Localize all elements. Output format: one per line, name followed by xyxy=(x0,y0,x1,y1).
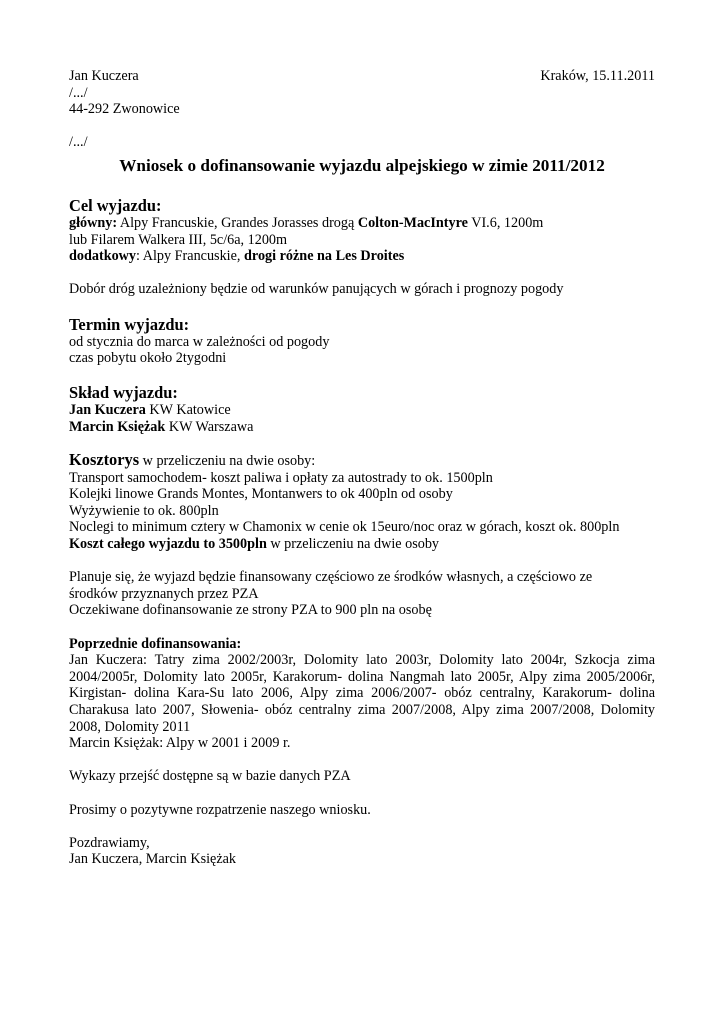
term-heading: Termin wyjazdu: xyxy=(69,314,190,334)
previous-jan: Jan Kuczera: Tatry zima 2002/2003r, Dolomity lato 2003r, Dolomity lato 2004r, Szkocja zima 2004/2005r, Dolomity lato 2005r, Karakorum- dolina Nangmah lato 2005r, Alpy zima 2005/2006r, Kirgistan- dolina Kara-Su lato 2006, Alpy zima 2006/2007- obóz centralny, Karakorum- dolina Charakusa lato 2007, Słowenia- obóz centralny zima 2007/2008, Alpy zima 2007/2008, Dolomity 2008, Dolomity 2011 xyxy=(69,652,655,735)
section-goal xyxy=(69,196,655,298)
sender-name: Jan Kuczera xyxy=(69,68,139,84)
greeting: Pozdrawiamy, xyxy=(69,834,150,851)
goal-extra: dodatkowy: Alpy Francuskie, drogi różne na Les Droites xyxy=(69,248,405,265)
section-financing xyxy=(69,569,655,619)
goal-extra-routes: drogi różne na Les Droites xyxy=(244,248,405,265)
records-note: Wykazy przejść dostępne są w bazie danych PZA xyxy=(69,768,351,785)
cost-total: Koszt całego wyjazdu to 3500pln w przeliczeniu na dwie osoby xyxy=(69,536,440,553)
team-heading: Skład wyjazdu: xyxy=(69,383,178,403)
section-previous-funding xyxy=(69,636,655,752)
signatures: Jan Kuczera, Marcin Księżak xyxy=(69,851,237,868)
sender-address-line1: /.../ xyxy=(69,84,88,101)
goal-heading: Cel wyjazdu: xyxy=(69,195,162,215)
goal-selection-note: Dobór dróg uzależniony będzie od warunków panujących w górach i prognozy pogody xyxy=(69,281,564,298)
cost-item: Kolejki linowe Grands Montes, Montanwers to ok 400pln od osoby xyxy=(69,486,453,503)
goal-main-label: główny: xyxy=(69,214,118,231)
team-member-1: Jan Kuczera KW Katowice xyxy=(69,402,231,419)
costs-heading-line: Kosztorys w przeliczeniu na dwie osoby: xyxy=(69,450,316,470)
goal-extra-label: dodatkowy xyxy=(69,248,137,265)
goal-alternative: lub Filarem Walkera III, 5c/6a, 1200m xyxy=(69,231,288,248)
costs-heading: Kosztorys xyxy=(69,450,140,470)
section-team xyxy=(69,383,655,435)
section-costs xyxy=(69,452,655,553)
letter-header xyxy=(69,68,655,85)
recipient: /.../ xyxy=(69,134,88,151)
place-date: Kraków, 15.11.2011 xyxy=(540,68,655,84)
team-member-2: Marcin Księżak KW Warszawa xyxy=(69,418,254,435)
cost-item: Transport samochodem- koszt paliwa i opłaty za autostrady to ok. 1500pln xyxy=(69,469,493,486)
goal-main: główny: Alpy Francuskie, Grandes Jorasses drogą Colton-MacIntyre VI.6, 1200m xyxy=(69,214,544,231)
document-title: Wniosek o dofinansowanie wyjazdu alpejskiego w zimie 2011/2012 xyxy=(119,155,605,175)
goal-main-route: Colton-MacIntyre xyxy=(357,214,468,231)
financing-line3: Oczekiwane dofinansowanie ze strony PZA to 900 pln na osobę xyxy=(69,602,432,619)
cost-item: Wyżywienie to ok. 800pln xyxy=(69,502,219,519)
financing-line1: Planuje się, że wyjazd będzie finansowany częściowo ze środków własnych, a częściowo ze xyxy=(69,569,593,586)
sender-address-line2: 44-292 Zwonowice xyxy=(69,101,180,118)
request-line: Prosimy o pozytywne rozpatrzenie naszego wniosku. xyxy=(69,801,371,818)
financing-line2: środków przyznanych przez PZA xyxy=(69,585,259,602)
term-line2: czas pobytu około 2tygodni xyxy=(69,350,227,367)
section-term xyxy=(69,315,655,367)
cost-item: Noclegi to minimum cztery w Chamonix w cenie ok 15euro/noc oraz w górach, koszt ok. 800pln xyxy=(69,519,620,536)
previous-marcin: Marcin Księżak: Alpy w 2001 i 2009 r. xyxy=(69,735,291,752)
term-line1: od stycznia do marca w zależności od pogody xyxy=(69,333,330,350)
previous-heading: Poprzednie dofinansowania: xyxy=(69,635,242,652)
